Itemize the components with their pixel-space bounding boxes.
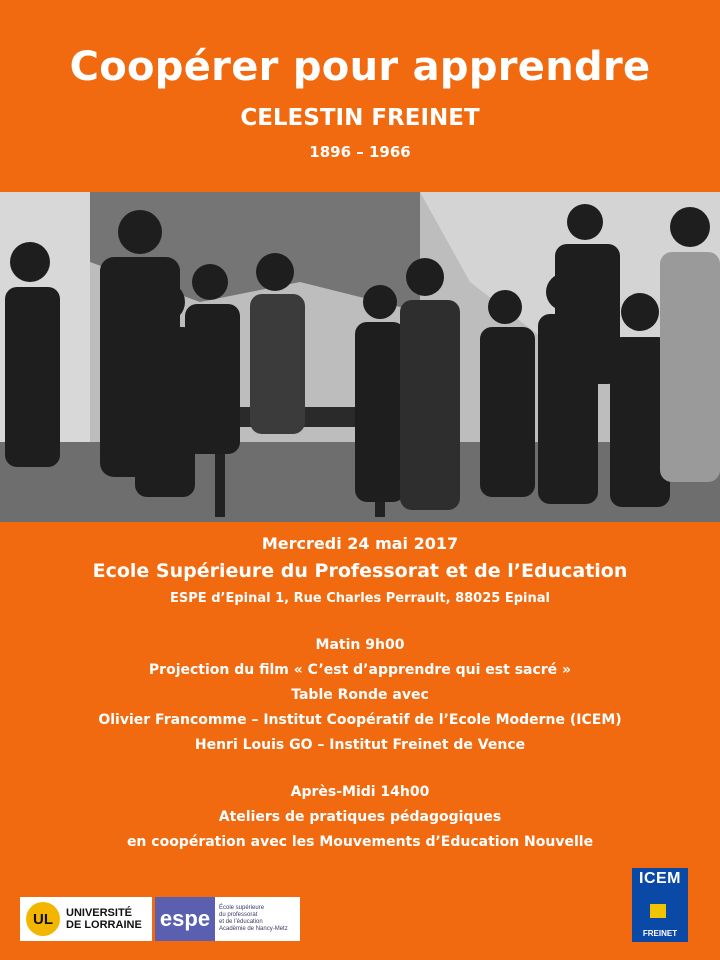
poster-years: 1896 – 1966: [309, 143, 411, 161]
morning-line: Table Ronde avec: [291, 687, 429, 703]
icem-top: ICEM: [639, 870, 681, 887]
historical-class-photo: [0, 192, 720, 522]
espe-line3: et de l’éducation: [219, 919, 263, 925]
afternoon-line: Ateliers de pratiques pédagogiques: [218, 809, 502, 825]
espe-line4: Académie de Nancy-Metz: [219, 926, 288, 932]
afternoon-time: Après-Midi 14h00: [290, 784, 430, 800]
event-date: Mercredi 24 mai 2017: [261, 534, 459, 553]
espe-line1: École supérieure: [219, 905, 265, 911]
icem-block-icon: [650, 904, 666, 918]
event-address: ESPE d’Epinal 1, Rue Charles Perrault, 88025 Epinal: [170, 591, 550, 606]
icem-bottom: FREINET: [642, 929, 678, 938]
ul-line1: UNIVERSITÉ: [66, 907, 133, 919]
afternoon-line: en coopération avec les Mouvements d’Education Nouvelle: [126, 834, 594, 850]
event-venue: Ecole Supérieure du Professorat et de l’Education: [92, 560, 628, 582]
espe-line2: du professorat: [219, 912, 258, 918]
espe-word: espe: [155, 897, 215, 941]
morning-line: Olivier Francomme – Institut Coopératif de l’Ecole Moderne (ICEM): [98, 712, 622, 728]
poster-title: Coopérer pour apprendre: [69, 44, 651, 90]
morning-line: Henri Louis GO – Institut Freinet de Vence: [194, 737, 526, 753]
universite-de-lorraine-logo: [20, 897, 152, 941]
espe-logo: [155, 897, 300, 941]
ul-mark-icon: UL: [26, 902, 60, 936]
morning-time: Matin 9h00: [315, 637, 405, 653]
ul-line2: DE LORRAINE: [66, 919, 142, 931]
photo-illustration: [0, 192, 720, 522]
icem-pedagogie-freinet-logo: [632, 868, 688, 942]
morning-line: Projection du film « C’est d’apprendre qui est sacré »: [148, 662, 572, 678]
poster-subtitle: CELESTIN FREINET: [240, 105, 480, 131]
